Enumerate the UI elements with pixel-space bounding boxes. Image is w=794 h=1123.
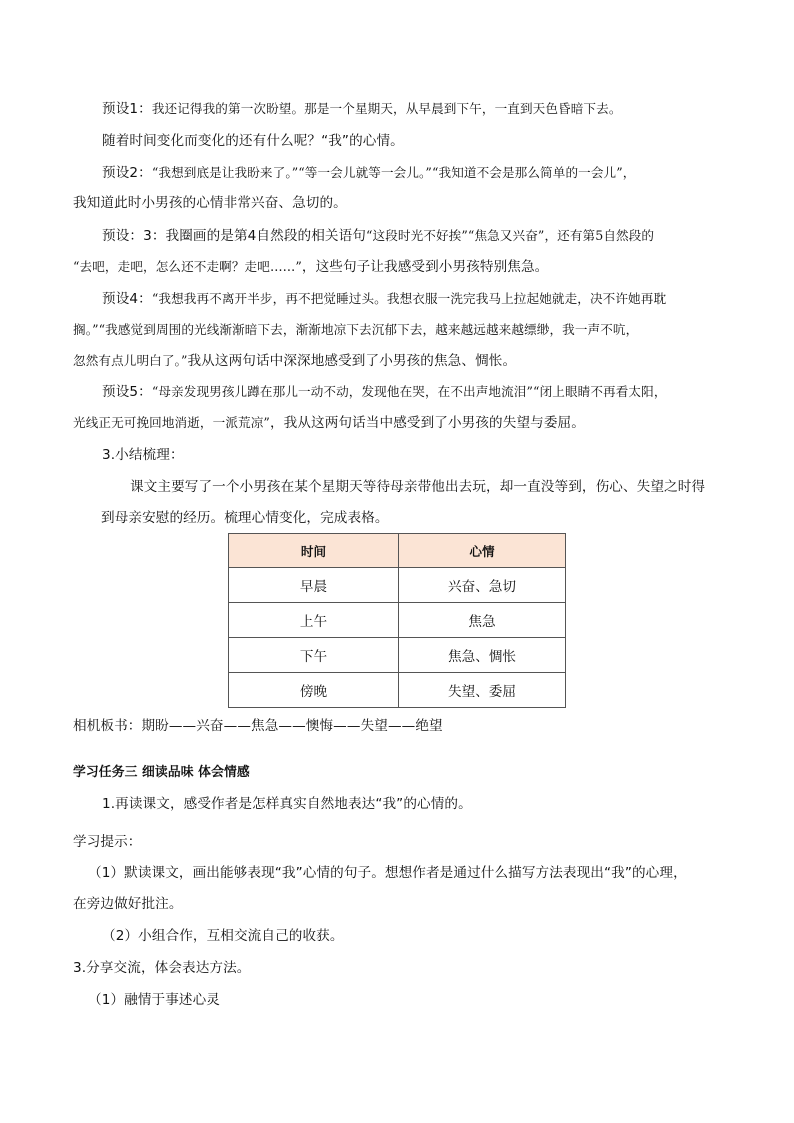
preset-5-line-2 — [73, 413, 585, 433]
preset-2-label: 预设2： — [102, 165, 152, 181]
table-cell-time: 傍晚 — [229, 673, 399, 708]
hint-2: （2）小组合作，互相交流自己的收获。 — [102, 928, 344, 944]
summary-heading: 3.小结梳理： — [102, 447, 184, 463]
preset-1-label: 预设1： — [102, 101, 152, 117]
table-cell-time: 上午 — [229, 603, 399, 638]
preset-3-quote-2: “去吧，走吧，怎么还不走啊？走吧……” — [73, 259, 302, 274]
table-header-time: 时间 — [229, 534, 399, 568]
table-header-row — [229, 534, 566, 568]
preset-3-tail: ，这些句子让我感受到小男孩特别焦急。 — [301, 259, 549, 275]
task-3-title: 学习任务三 细读品味 体会情感 — [73, 765, 250, 780]
table-row — [229, 568, 566, 603]
preset-1-quote: 我还记得我的第一次盼望。那是一个星期天，从早晨到下午，一直到天色昏暗下去。 — [151, 101, 622, 116]
task-3-item-1: 1.再读课文，感受作者是怎样真实自然地表达“我”的心情的。 — [102, 796, 472, 812]
table-cell-time: 下午 — [229, 638, 399, 673]
preset-3-quote-1: “这段时光不好挨”“焦急又兴奋”，还有第5自然段的 — [365, 228, 655, 243]
preset-2-line — [102, 163, 635, 183]
table-cell-time: 早晨 — [229, 568, 399, 603]
mood-table — [228, 533, 566, 708]
hint-1-line-1: （1）默读课文，画出能够表现“我”心情的句子。想想作者是通过什么描写方法表现出“我”的心理， — [88, 865, 687, 881]
hint-1-line-2: 在旁边做好批注。 — [73, 896, 183, 912]
preset-4-quote-2: 搁。”“我感觉到周围的光线渐渐暗下去，渐渐地凉下去沉郁下去，越来越远越来越缥缈，我一声不吭， — [73, 322, 639, 337]
table-row — [229, 603, 566, 638]
preset-3-line-2 — [73, 257, 548, 277]
table-cell-mood: 焦急 — [399, 603, 566, 638]
task-3-sub-1: （1）融情于事述心灵 — [88, 992, 220, 1008]
preset-4-line — [102, 289, 666, 309]
table-cell-mood: 焦急、惆怅 — [399, 638, 566, 673]
preset-3-line — [102, 226, 654, 246]
question-line: 随着时间变化而变化的还有什么呢？“我”的心情。 — [102, 133, 404, 149]
preset-5-quote-2: 光线正无可挽回地消逝，一派荒凉” — [73, 415, 270, 430]
preset-5-quote-1: “母亲发现男孩儿蹲在那儿一动不动，发现他在哭，在不出声地流泪”“闭上眼睛不再看太阳， — [151, 384, 667, 399]
summary-paragraph-1: 课文主要写了一个小男孩在某个星期天等待母亲带他出去玩，却一直没等到，伤心、失望之时得 — [130, 479, 706, 495]
table-cell-mood: 兴奋、急切 — [399, 568, 566, 603]
preset-5-label: 预设5： — [102, 384, 152, 400]
preset-1-line — [102, 99, 622, 119]
table-row — [229, 638, 566, 673]
table-cell-mood: 失望、委屈 — [399, 673, 566, 708]
preset-4-line-3 — [73, 351, 516, 371]
table-header-mood: 心情 — [399, 534, 566, 568]
preset-4-tail: 我从这两句话中深深地感受到了小男孩的焦急、惆怅。 — [187, 353, 517, 369]
preset-5-tail: ，我从这两句话当中感受到了小男孩的失望与委屈。 — [269, 415, 585, 431]
preset-4-label: 预设4： — [102, 291, 152, 307]
task-3-item-3: 3.分享交流，体会表达方法。 — [73, 960, 251, 976]
preset-4-quote-1: “我想我再不离开半步，再不把觉睡过头。我想衣服一洗完我马上拉起她就走，决不许她再耽 — [151, 291, 667, 306]
board-notes: 相机板书：期盼——兴奋——焦急——懊悔——失望——绝望 — [73, 718, 443, 734]
preset-3-label: 预设：3：我圈画的是第4自然段的相关语句 — [102, 228, 366, 244]
preset-5-line — [102, 382, 667, 402]
summary-paragraph-2: 到母亲安慰的经历。梳理心情变化，完成表格。 — [101, 510, 389, 526]
preset-2-line-2: 我知道此时小男孩的心情非常兴奋、急切的。 — [73, 195, 347, 211]
table-row — [229, 673, 566, 708]
preset-2-quote: “我想到底是让我盼来了。”“等一会儿就等一会儿。”“我知道不会是那么简单的一会儿”， — [151, 165, 636, 180]
preset-4-quote-3: 忽然有点儿明白了。” — [73, 353, 188, 368]
hint-label: 学习提示： — [73, 834, 142, 850]
